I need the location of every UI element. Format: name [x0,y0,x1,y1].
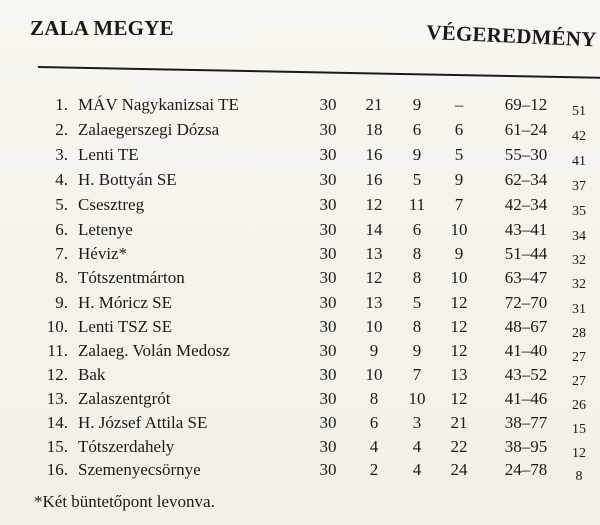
losses-cell: 10 [450,220,468,239]
points-cell: 32 [572,253,586,268]
team-cell: Bak [78,365,106,384]
losses-cell: 10 [450,268,468,287]
goals-cell: 72–70 [504,293,548,312]
points-cell: 35 [572,204,586,219]
draws-cell: 4 [412,460,422,479]
points-cell: 51 [572,104,586,119]
wins-cell: 10 [365,317,383,336]
goals-cell: 62–34 [504,170,548,189]
draws-cell: 6 [412,120,422,139]
losses-cell: 12 [450,293,468,312]
points-cell: 32 [572,277,586,292]
draws-cell: 8 [412,317,422,336]
goals-cell: 41–40 [504,341,548,360]
table-row [0,93,600,117]
wins-cell: 6 [369,413,379,432]
team-cell: MÁV Nagykanizsai TE [78,95,239,114]
points-cell: 42 [572,129,586,144]
points-cell: 34 [572,229,586,244]
losses-cell: 24 [450,460,468,479]
losses-cell: 13 [450,365,468,384]
played-cell: 30 [319,413,337,432]
wins-cell: 9 [369,341,379,360]
draws-cell: 3 [412,413,422,432]
played-cell: 30 [319,293,337,312]
played-cell: 30 [319,389,337,408]
table-row [0,363,600,387]
points-cell: 31 [572,302,586,317]
goals-cell: 41–46 [504,389,548,408]
wins-cell: 21 [365,95,383,114]
played-cell: 30 [319,460,337,479]
table-row [0,315,600,339]
team-cell: Héviz* [78,244,128,263]
played-cell: 30 [319,120,337,139]
team-cell: Lenti TSZ SE [78,317,173,336]
draws-cell: 9 [412,145,422,164]
rank-cell: 14. [46,413,68,432]
points-cell: 8 [575,469,583,484]
played-cell: 30 [319,268,337,287]
team-cell: H. József Attila SE [78,413,208,432]
played-cell: 30 [319,437,337,456]
draws-cell: 7 [412,365,422,384]
goals-cell: 24–78 [504,460,548,479]
wins-cell: 2 [369,460,379,479]
points-cell: 15 [572,422,586,437]
points-cell: 41 [572,154,586,169]
wins-cell: 8 [369,389,379,408]
goals-cell: 42–34 [504,195,548,214]
draws-cell: 9 [412,341,422,360]
penalty-footnote: *Két büntetőpont levonva. [34,492,215,511]
played-cell: 30 [319,341,337,360]
losses-cell: 5 [454,145,464,164]
team-cell: Zalaszentgrót [78,389,171,408]
losses-cell: – [454,95,464,114]
team-cell: Tótszerdahely [78,437,175,456]
table-row [0,387,600,411]
wins-cell: 14 [365,220,383,239]
rank-cell: 9. [55,293,68,312]
losses-cell: 12 [450,389,468,408]
rank-cell: 1. [55,95,68,114]
rank-cell: 12. [46,365,68,384]
draws-cell: 5 [412,170,422,189]
rank-cell: 4. [55,170,68,189]
team-cell: Zalaegerszegi Dózsa [78,120,220,139]
team-cell: Letenye [78,220,133,239]
table-row [0,242,600,266]
played-cell: 30 [319,170,337,189]
table-row [0,291,600,315]
played-cell: 30 [319,195,337,214]
goals-cell: 51–44 [504,244,548,263]
points-cell: 28 [572,326,586,341]
table-row [0,411,600,435]
table-row [0,218,600,242]
rank-cell: 5. [55,195,68,214]
played-cell: 30 [319,145,337,164]
losses-cell: 21 [450,413,468,432]
rank-cell: 10. [46,317,68,336]
table-row [0,118,600,142]
rank-cell: 2. [55,120,68,139]
losses-cell: 6 [454,120,464,139]
table-row [0,143,600,167]
played-cell: 30 [319,244,337,263]
draws-cell: 6 [412,220,422,239]
rank-cell: 8. [55,268,68,287]
rank-cell: 13. [46,389,68,408]
draws-cell: 8 [412,268,422,287]
rank-cell: 16. [46,460,68,479]
losses-cell: 22 [450,437,468,456]
team-cell: H. Bottyán SE [78,170,177,189]
team-cell: Lenti TE [78,145,139,164]
goals-cell: 48–67 [504,317,548,336]
points-cell: 12 [572,446,586,461]
final-results-title: VÉGEREDMÉNY [425,20,598,52]
goals-cell: 61–24 [504,120,548,139]
losses-cell: 12 [450,341,468,360]
draws-cell: 4 [412,437,422,456]
goals-cell: 69–12 [504,95,548,114]
team-cell: H. Móricz SE [78,293,172,312]
table-row [0,435,600,459]
draws-cell: 9 [412,95,422,114]
goals-cell: 63–47 [504,268,548,287]
draws-cell: 5 [412,293,422,312]
wins-cell: 16 [365,170,383,189]
played-cell: 30 [319,220,337,239]
losses-cell: 9 [454,170,464,189]
points-cell: 27 [572,374,586,389]
wins-cell: 16 [365,145,383,164]
played-cell: 30 [319,95,337,114]
points-cell: 27 [572,350,586,365]
wins-cell: 18 [365,120,383,139]
county-title: ZALA MEGYE [30,16,174,40]
table-row [0,339,600,363]
team-cell: Szemenyecsörnye [78,460,201,479]
table-row [0,168,600,192]
goals-cell: 43–41 [504,220,548,239]
losses-cell: 12 [450,317,468,336]
rank-cell: 3. [55,145,68,164]
table-row [0,266,600,290]
wins-cell: 4 [369,437,379,456]
table-row [0,193,600,217]
team-cell: Zalaeg. Volán Medosz [78,341,230,360]
rank-cell: 15. [46,437,68,456]
points-cell: 26 [572,398,586,413]
goals-cell: 38–95 [504,437,548,456]
rank-cell: 7. [55,244,68,263]
wins-cell: 12 [365,268,383,287]
draws-cell: 11 [408,195,426,214]
played-cell: 30 [319,317,337,336]
draws-cell: 8 [412,244,422,263]
points-cell: 37 [572,179,586,194]
wins-cell: 13 [365,293,383,312]
team-cell: Csesztreg [78,195,145,214]
wins-cell: 10 [365,365,383,384]
losses-cell: 9 [454,244,464,263]
draws-cell: 10 [408,389,426,408]
goals-cell: 38–77 [504,413,548,432]
rank-cell: 11. [47,341,68,360]
table-row [0,458,600,482]
wins-cell: 13 [365,244,383,263]
losses-cell: 7 [454,195,464,214]
goals-cell: 43–52 [504,365,548,384]
rank-cell: 6. [55,220,68,239]
team-cell: Tótszentmárton [78,268,185,287]
goals-cell: 55–30 [504,145,548,164]
played-cell: 30 [319,365,337,384]
wins-cell: 12 [365,195,383,214]
